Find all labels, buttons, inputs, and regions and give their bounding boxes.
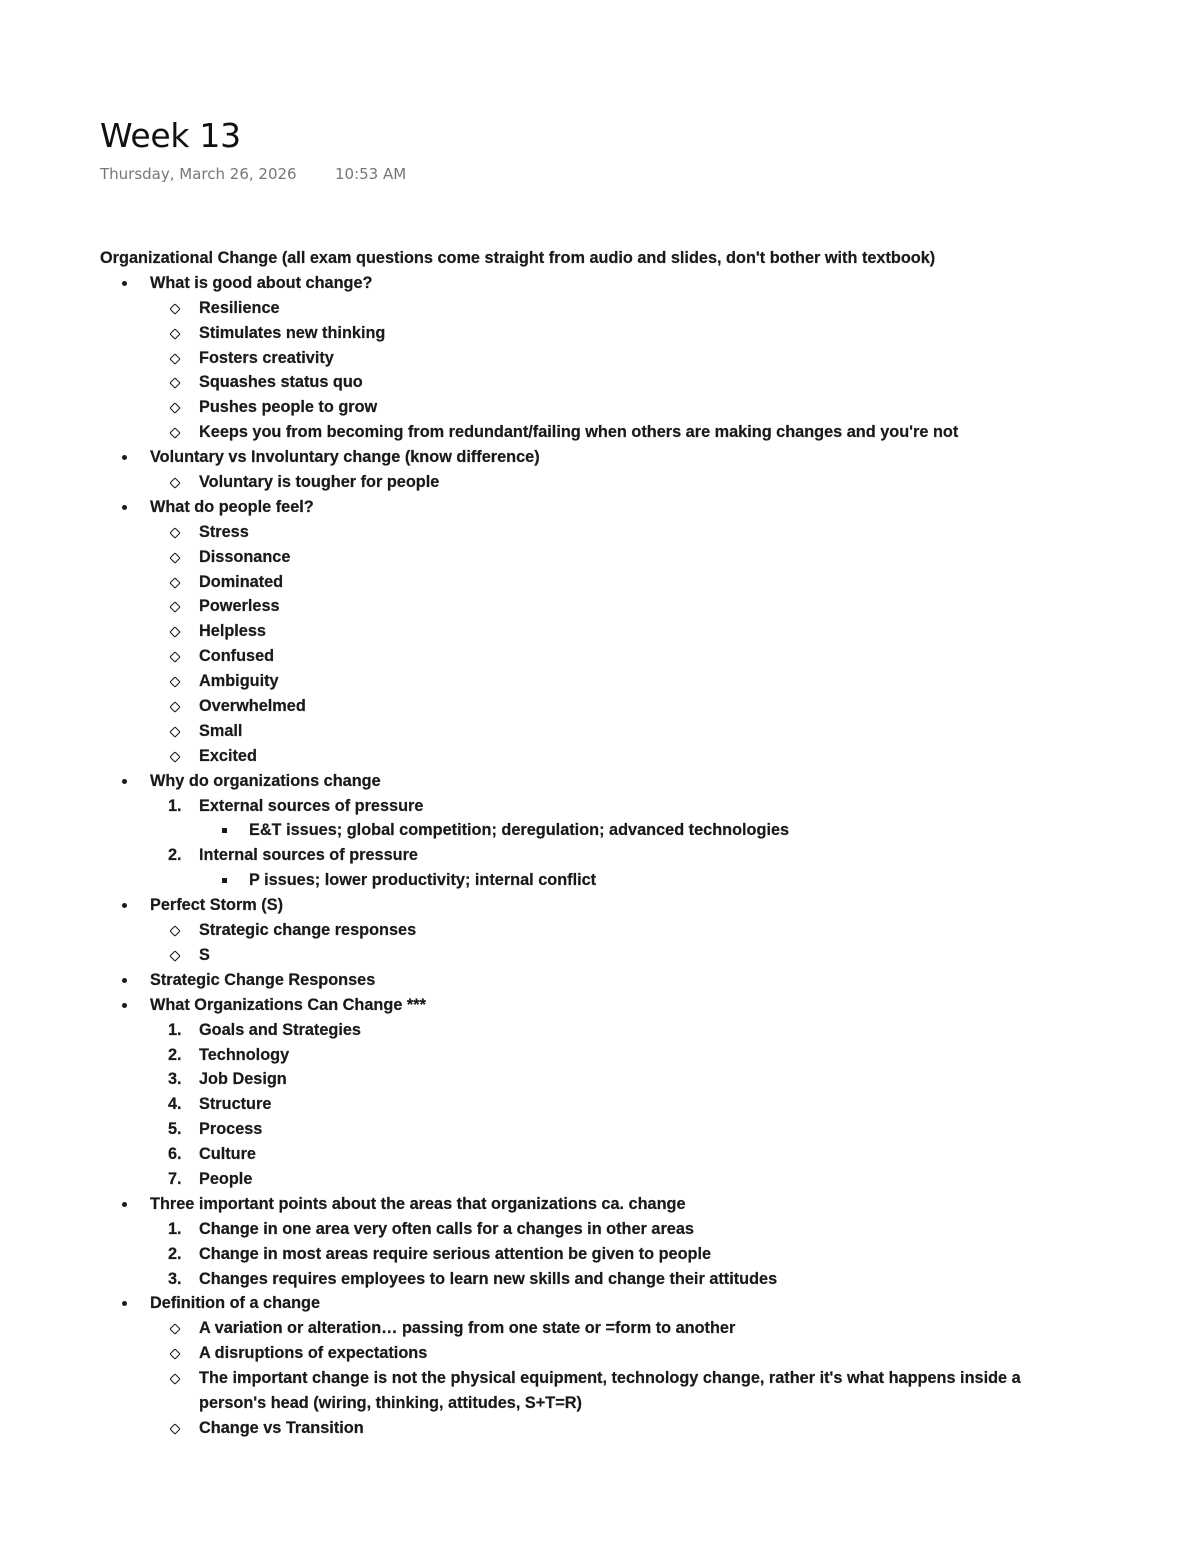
numbered-item [100, 1242, 1100, 1267]
note-date: Thursday, March 26, 2026 [100, 165, 297, 183]
list-item-label: Stimulates new thinking [199, 323, 386, 342]
hollow-bullet-icon [168, 719, 184, 744]
list-item-label: Three important points about the areas that organizations ca. change [150, 1194, 686, 1213]
list-item-label: The important change is not the physical equipment, technology change, rather it's what happens inside a [199, 1369, 1021, 1388]
hollow-bullet-icon [168, 744, 184, 769]
list-item [100, 570, 1100, 595]
list-item [100, 296, 1100, 321]
list-item-label: Culture [199, 1145, 256, 1164]
list-item-label: Dissonance [199, 547, 291, 566]
list-number: 4. [168, 1095, 182, 1114]
list-item-label: Changes requires employees to learn new skills and change their attitudes [199, 1269, 778, 1288]
list-number: 1. [168, 796, 182, 815]
list-item-label: Strategic Change Responses [150, 970, 376, 989]
list-item [100, 868, 1100, 893]
list-item [100, 993, 1100, 1018]
list-item [100, 818, 1100, 843]
list-item [100, 744, 1100, 769]
list-item [100, 1416, 1100, 1441]
note-body[interactable] [100, 246, 1100, 1441]
list-item-label: person's head (wiring, thinking, attitudes, S+T=R) [199, 1393, 582, 1412]
list-item-label: Why do organizations change [150, 771, 381, 790]
list-item-label: Overwhelmed [199, 697, 306, 716]
list-item-continuation [100, 1391, 1100, 1416]
bullet-icon [118, 271, 132, 296]
hollow-bullet-icon [168, 918, 184, 943]
list-item [100, 968, 1100, 993]
hollow-bullet-icon [168, 395, 184, 420]
list-item [100, 370, 1100, 395]
list-item [100, 943, 1100, 968]
numbered-item [100, 794, 1100, 819]
list-item [100, 495, 1100, 520]
list-item-label: Powerless [199, 597, 280, 616]
list-item [100, 445, 1100, 470]
list-item-label: Voluntary is tougher for people [199, 473, 440, 492]
list-item [100, 520, 1100, 545]
list-item [100, 719, 1100, 744]
list-item-label: Keeps you from becoming from redundant/failing when others are making changes and you're not [199, 423, 959, 442]
list-item-label: Internal sources of pressure [199, 846, 418, 865]
list-item-label: A variation or alteration… passing from one state or =form to another [199, 1319, 736, 1338]
square-bullet-icon [218, 868, 232, 893]
hollow-bullet-icon [168, 296, 184, 321]
list-item-label: What do people feel? [150, 497, 314, 516]
bullet-icon [118, 893, 132, 918]
list-number: 1. [168, 1219, 182, 1238]
list-item-label: E&T issues; global competition; deregulation; advanced technologies [249, 821, 790, 840]
list-item-label: What is good about change? [150, 273, 373, 292]
hollow-bullet-icon [168, 594, 184, 619]
section-heading: Organizational Change (all exam questions come straight from audio and slides, don't bother with textbook) [100, 249, 936, 267]
hollow-bullet-icon [168, 321, 184, 346]
numbered-item [100, 1067, 1100, 1092]
hollow-bullet-icon [168, 1366, 184, 1391]
note-time: 10:53 AM [335, 165, 407, 183]
list-item-label: S [199, 945, 210, 964]
list-item-label: Fosters creativity [199, 348, 334, 367]
list-item-label: Stress [199, 522, 249, 541]
list-item-label: Goals and Strategies [199, 1020, 361, 1039]
list-item [100, 1366, 1100, 1391]
list-number: 2. [168, 1244, 182, 1263]
list-item [100, 918, 1100, 943]
list-item-label: Definition of a change [150, 1294, 321, 1313]
list-item-label: Perfect Storm (S) [150, 896, 283, 915]
list-number: 3. [168, 1070, 182, 1089]
list-item-label: Helpless [199, 622, 266, 641]
bullet-icon [118, 1291, 132, 1316]
hollow-bullet-icon [168, 420, 184, 445]
square-bullet-icon [218, 818, 232, 843]
bullet-icon [118, 1192, 132, 1217]
list-item-label: Small [199, 721, 243, 740]
list-item [100, 619, 1100, 644]
list-item-label: Strategic change responses [199, 921, 417, 940]
list-item [100, 669, 1100, 694]
list-item [100, 1316, 1100, 1341]
list-item [100, 769, 1100, 794]
list-item-label: Job Design [199, 1070, 287, 1089]
list-item-label: Change in one area very often calls for a changes in other areas [199, 1219, 694, 1238]
numbered-item [100, 1217, 1100, 1242]
hollow-bullet-icon [168, 545, 184, 570]
list-item-label: Ambiguity [199, 672, 279, 691]
list-item-label: P issues; lower productivity; internal conflict [249, 871, 597, 890]
hollow-bullet-icon [168, 943, 184, 968]
list-item [100, 1291, 1100, 1316]
list-item-label: Voluntary vs Involuntary change (know difference) [150, 448, 540, 467]
list-item-label: Confused [199, 647, 275, 666]
numbered-item [100, 1167, 1100, 1192]
list-item [100, 893, 1100, 918]
hollow-bullet-icon [168, 619, 184, 644]
list-item [100, 321, 1100, 346]
hollow-bullet-icon [168, 1341, 184, 1366]
list-item [100, 271, 1100, 296]
numbered-item [100, 1142, 1100, 1167]
hollow-bullet-icon [168, 370, 184, 395]
hollow-bullet-icon [168, 520, 184, 545]
list-number: 2. [168, 1045, 182, 1064]
bullet-icon [118, 993, 132, 1018]
list-item-label: Change in most areas require serious attention be given to people [199, 1244, 712, 1263]
hollow-bullet-icon [168, 1316, 184, 1341]
list-item-label: Squashes status quo [199, 373, 363, 392]
list-item-label: Change vs Transition [199, 1418, 364, 1437]
list-item-label: Structure [199, 1095, 272, 1114]
list-item [100, 395, 1100, 420]
list-item-label: Dominated [199, 572, 284, 591]
bullet-icon [118, 495, 132, 520]
list-item [100, 1192, 1100, 1217]
hollow-bullet-icon [168, 1416, 184, 1441]
list-item [100, 545, 1100, 570]
hollow-bullet-icon [168, 470, 184, 495]
list-item-label: Excited [199, 746, 257, 765]
numbered-item [100, 1117, 1100, 1142]
numbered-item [100, 1267, 1100, 1292]
list-number: 6. [168, 1145, 182, 1164]
hollow-bullet-icon [168, 570, 184, 595]
bullet-icon [118, 445, 132, 470]
page-title: Week 13 [100, 116, 241, 155]
list-item [100, 470, 1100, 495]
list-item-label: Process [199, 1120, 263, 1139]
bullet-icon [118, 769, 132, 794]
hollow-bullet-icon [168, 644, 184, 669]
numbered-item [100, 1018, 1100, 1043]
numbered-item [100, 1043, 1100, 1068]
list-item-label: What Organizations Can Change *** [150, 995, 426, 1014]
list-item [100, 644, 1100, 669]
list-item [100, 694, 1100, 719]
numbered-item [100, 843, 1100, 868]
list-item [100, 346, 1100, 371]
list-number: 1. [168, 1020, 182, 1039]
list-number: 7. [168, 1169, 182, 1188]
list-item [100, 420, 1100, 445]
hollow-bullet-icon [168, 346, 184, 371]
numbered-item [100, 1092, 1100, 1117]
hollow-bullet-icon [168, 694, 184, 719]
list-item-label: Resilience [199, 298, 280, 317]
list-item-label: External sources of pressure [199, 796, 424, 815]
list-item-label: Pushes people to grow [199, 398, 378, 417]
list-item [100, 594, 1100, 619]
list-item-label: Technology [199, 1045, 290, 1064]
list-item-label: A disruptions of expectations [199, 1344, 428, 1363]
list-item [100, 1341, 1100, 1366]
list-number: 3. [168, 1269, 182, 1288]
list-item-label: People [199, 1169, 253, 1188]
bullet-icon [118, 968, 132, 993]
list-number: 5. [168, 1120, 182, 1139]
list-number: 2. [168, 846, 182, 865]
hollow-bullet-icon [168, 669, 184, 694]
